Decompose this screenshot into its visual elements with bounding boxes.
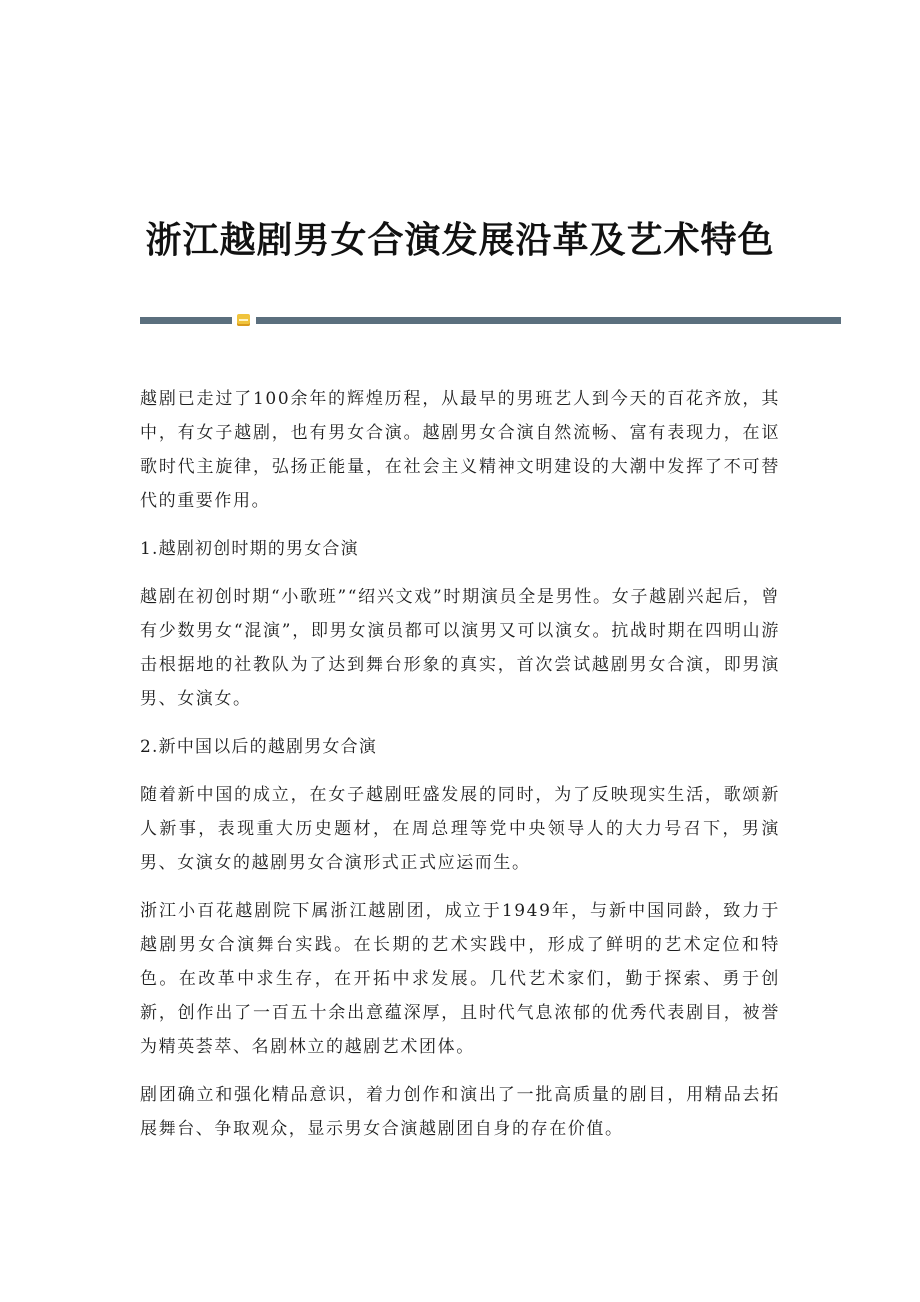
section-2-paragraph-1: 随着新中国的成立，在女子越剧旺盛发展的同时，为了反映现实生活，歌颂新人新事，表现重大历史题材，在周总理等党中央领导人的大力号召下，男演男、女演女的越剧男女合演形式正式应运而生。 [140, 785, 780, 873]
divider-left-bar [140, 317, 232, 324]
section-2-paragraph-3: 剧团确立和强化精品意识，着力创作和演出了一批高质量的剧目，用精品去拓展舞台、争取观众，显示男女合演越剧团自身的存在价值。 [140, 1085, 780, 1139]
title-divider [140, 312, 841, 328]
section-heading-2: 2.新中国以后的越剧男女合演 [140, 737, 378, 757]
divider-right-bar [256, 317, 841, 324]
section-2-paragraph-2: 浙江小百花越剧院下属浙江越剧团，成立于1949年，与新中国同龄，致力于越剧男女合演舞台实践。在长期的艺术实践中，形成了鲜明的艺术定位和特色。在改革中求生存，在开拓中求发展。几代艺术家们，勤于探索、勇于创新，创作出了一百五十余出意蕴深厚，且时代气息浓郁的优秀代表剧目，被誉为精英荟萃、名剧林立的越剧艺术团体。 [140, 901, 780, 1057]
section-heading-1: 1.越剧初创时期的男女合演 [140, 539, 359, 559]
section-1-paragraph: 越剧在初创时期“小歌班”“绍兴文戏”时期演员全是男性。女子越剧兴起后，曾有少数男女“混演”，即男女演员都可以演男又可以演女。抗战时期在四明山游击根据地的社教队为了达到舞台形象的真实，首次尝试越剧男女合演，即男演男、女演女。 [140, 587, 780, 709]
document-title: 浙江越剧男女合演发展沿革及艺术特色 [145, 219, 775, 262]
intro-paragraph: 越剧已走过了100余年的辉煌历程，从最早的男班艺人到今天的百花齐放，其中，有女子越剧，也有男女合演。越剧男女合演自然流畅、富有表现力，在讴歌时代主旋律，弘扬正能量，在社会主义精神文明建设的大潮中发挥了不可替代的重要作用。 [140, 389, 780, 511]
envelope-ornament-icon [237, 314, 250, 326]
document-body [140, 382, 780, 1160]
